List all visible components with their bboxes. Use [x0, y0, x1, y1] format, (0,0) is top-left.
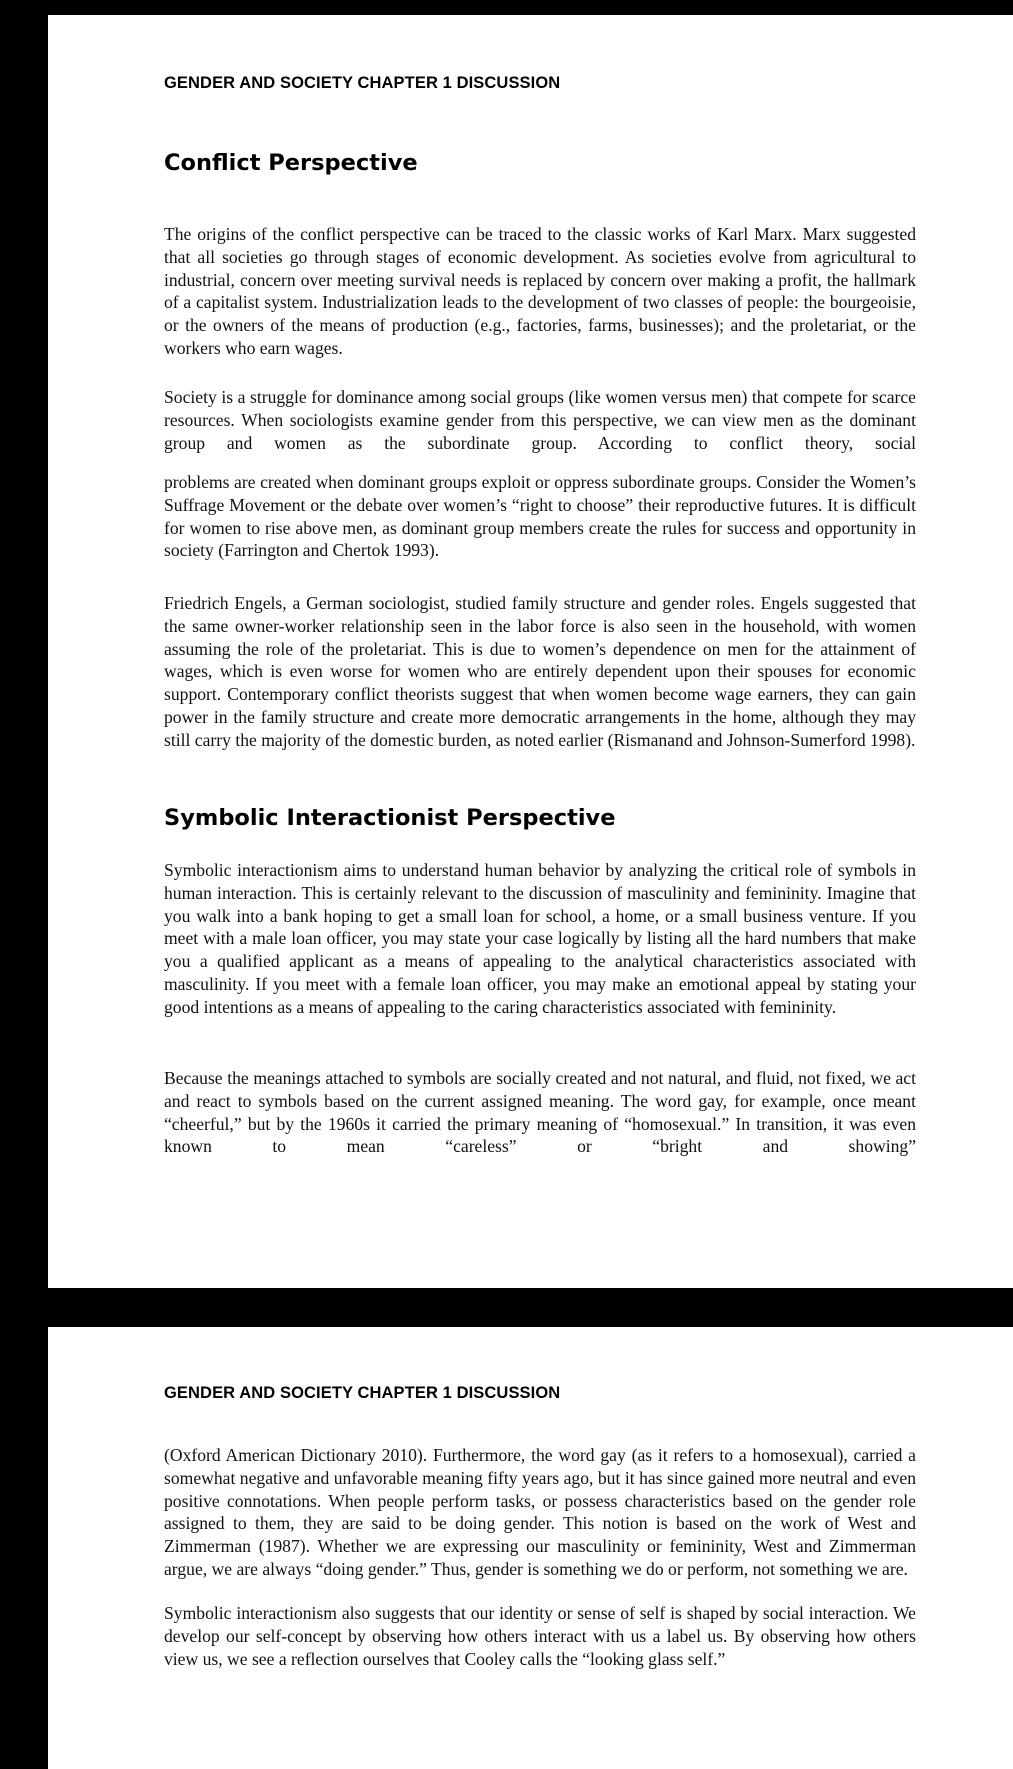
running-header: GENDER AND SOCIETY CHAPTER 1 DISCUSSION — [164, 1384, 561, 1402]
section-heading-symbolic: Symbolic Interactionist Perspective — [164, 805, 616, 831]
paragraph: Because the meanings attached to symbols are socially created and not natural, and fluid, not fixed, we act and react to symbols based on the current assigned meaning. The word gay, for example, once meant “cheerful,” but by the 1960s it carried the primary meaning of “homosexual.” In transition, it was even known to mean “careless” or “bright and showing” — [164, 1068, 916, 1157]
document-page-1 — [48, 15, 1013, 1288]
paragraph: Symbolic interactionism also suggests that our identity or sense of self is shaped by social interaction. We develop our self-concept by observing how others interact with us a label us. By observing how others view us, we see a reflection ourselves that Cooley calls the “looking glass self.” — [164, 1603, 916, 1669]
paragraph: problems are created when dominant groups exploit or oppress subordinate groups. Consider the Women’s Suffrage Movement or the debate over women’s “right to choose” their reproductive futures. It is difficult for women to rise above men, as dominant group members create the rules for success and opportunity in society (Farrington and Chertok 1993). — [164, 472, 916, 561]
document-page-2 — [48, 1327, 1013, 1769]
paragraph: Friedrich Engels, a German sociologist, studied family structure and gender roles. Engels suggested that the same owner-worker relationship seen in the labor force is also seen in the household, with women assuming the role of the proletariat. This is due to women’s dependence on men for the attainment of wages, which is even worse for women who are entirely dependent upon their spouses for economic support. Contemporary conflict theorists suggest that when women become wage earners, they can gain power in the family structure and create more democratic arrangements in the home, although they may still carry the majority of the domestic burden, as noted earlier (Rismanand and Johnson-Sumerford 1998). — [164, 593, 916, 750]
running-header: GENDER AND SOCIETY CHAPTER 1 DISCUSSION — [164, 74, 561, 92]
paragraph: Society is a struggle for dominance among social groups (like women versus men) that compete for scarce resources. When sociologists examine gender from this perspective, we can view men as the dominant group and women as the subordinate group. According to conflict theory, social — [164, 387, 916, 453]
paragraph: Symbolic interactionism aims to understand human behavior by analyzing the critical role of symbols in human interaction. This is certainly relevant to the discussion of masculinity and femininity. Imagine that you walk into a bank hoping to get a small loan for school, a home, or a small business venture. If you meet with a male loan officer, you may state your case logically by listing all the hard numbers that make you a qualified applicant as a means of appealing to the analytical characteristics associated with masculinity. If you meet with a female loan officer, you may make an emotional appeal by stating your good intentions as a means of appealing to the caring characteristics associated with femininity. — [164, 860, 916, 1017]
paragraph: The origins of the conflict perspective can be traced to the classic works of Karl Marx. Marx suggested that all societies go through stages of economic development. As societies evolve from agricultural to industrial, concern over meeting survival needs is replaced by concern over making a profit, the hallmark of a capitalist system. Industrialization leads to the development of two classes of people: the bourgeoisie, or the owners of the means of production (e.g., factories, farms, businesses); and the proletariat, or the workers who earn wages. — [164, 224, 916, 358]
section-heading-conflict: Conflict Perspective — [164, 150, 418, 176]
paragraph: (Oxford American Dictionary 2010). Furthermore, the word gay (as it refers to a homosexual), carried a somewhat negative and unfavorable meaning fifty years ago, but it has since gained more neutral and even positive connotations. When people perform tasks, or possess characteristics based on the gender role assigned to them, they are said to be doing gender. This notion is based on the work of West and Zimmerman (1987). Whether we are expressing our masculinity or femininity, West and Zimmerman argue, we are always “doing gender.” Thus, gender is something we do or perform, not something we are. — [164, 1445, 916, 1579]
